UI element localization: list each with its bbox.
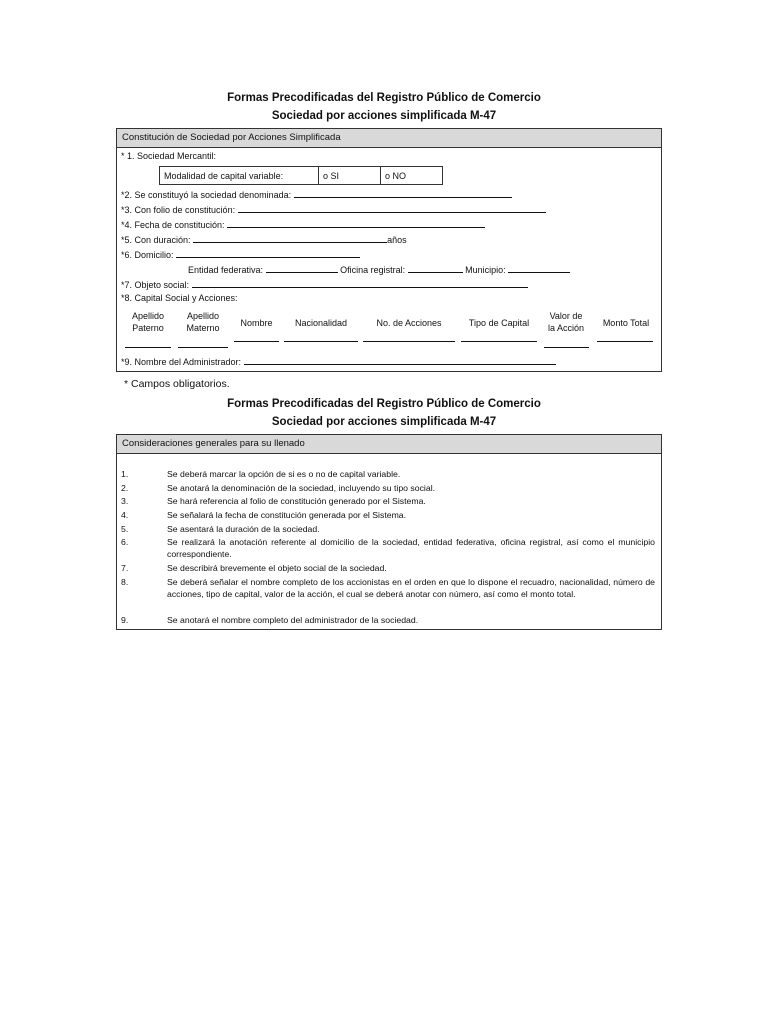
considerations-box: Consideraciones generales para su llenado 1. Se deberá marcar la opción de si es o no de capital variable. 2. Se anotará la denominación de la sociedad, incluyendo su tipo social. 3. Se hará referencia al folio de constitución generado por el Sistema. 4. Se señalará la fecha de constitución generada por el Sistema. 5. Se asentará la duración de la sociedad. 6. Se realizará la anotación referente al domicilio de la sociedad, entidad federativa, oficina registral, así como el municipio correspondiente. 7. Se describirá brevemente el objeto social de la sociedad. 8. Se deberá señalar el nombre completo de los accionistas en el orden en que lo dispone el recuadro, nacionalidad, número de acciones, tipo de capital, valor de la acción, el cual se deberá anotar con número, así como el monto total. 9. Se anotará el nombre completo del administrador de la sociedad.: [116, 434, 662, 630]
col-tipo-capital-line[interactable]: [461, 341, 537, 342]
constitution-form-box: [116, 128, 662, 372]
capital-variable-label: Modalidad de capital variable:: [160, 167, 319, 185]
field-3-input-line[interactable]: [238, 203, 546, 213]
constitution-form-header: Constitución de Sociedad por Acciones Simplificada: [117, 129, 661, 148]
col-valor-accion: Valor de la Acción: [547, 311, 585, 333]
field-5-unit: años: [387, 235, 407, 245]
col-no-acciones: No. de Acciones: [376, 318, 442, 328]
field-2: [121, 188, 512, 201]
field-6-label: *6. Domicilio:: [121, 250, 174, 260]
capital-variable-table: [159, 166, 443, 185]
entidad-input-line[interactable]: [266, 263, 338, 273]
col-apellido-materno: Apellido Materno: [186, 311, 220, 333]
field-7-label: *7. Objeto social:: [121, 280, 190, 290]
col-apellido-paterno-line[interactable]: [125, 347, 171, 348]
form2-title: Formas Precodificadas del Registro Público de Comercio: [227, 398, 541, 410]
required-fields-note: * Campos obligatorios.: [124, 378, 230, 390]
col-monto-total-line[interactable]: [597, 341, 653, 342]
col-nacionalidad: Nacionalidad: [294, 318, 348, 328]
field-2-input-line[interactable]: [294, 188, 512, 198]
considerations-header: Consideraciones generales para su llenado: [117, 435, 661, 454]
entidad-label: Entidad federativa:: [188, 265, 264, 275]
field-7-input-line[interactable]: [192, 278, 528, 288]
field-6: [121, 248, 360, 261]
form-title: Formas Precodificadas del Registro Público de Comercio: [227, 92, 541, 104]
field-9-label: *9. Nombre del Administrador:: [121, 357, 242, 367]
col-no-acciones-line[interactable]: [363, 341, 455, 342]
field-3: [121, 203, 546, 216]
col-nombre: Nombre: [240, 318, 273, 328]
col-tipo-capital: Tipo de Capital: [468, 318, 530, 328]
col-nacionalidad-line[interactable]: [284, 341, 358, 342]
field-7: [121, 278, 528, 291]
field-4-input-line[interactable]: [227, 218, 485, 228]
col-nombre-line[interactable]: [234, 341, 279, 342]
field-4: [121, 218, 485, 231]
field-9: [121, 355, 556, 368]
option-si[interactable]: o SI: [319, 167, 381, 185]
field-3-label: *3. Con folio de constitución:: [121, 205, 236, 215]
col-monto-total: Monto Total: [602, 318, 650, 328]
field-1-label: * 1. Sociedad Mercantil:: [121, 151, 217, 161]
field-9-input-line[interactable]: [244, 355, 556, 365]
field-2-label: *2. Se constituyó la sociedad denominada:: [121, 190, 292, 200]
col-valor-accion-line[interactable]: [544, 347, 589, 348]
oficina-label: Oficina registral:: [340, 265, 406, 275]
oficina-input-line[interactable]: [408, 263, 463, 273]
col-apellido-paterno: Apellido Paterno: [131, 311, 165, 333]
field-5-input-line[interactable]: [193, 233, 387, 243]
field-8-label: *8. Capital Social y Acciones:: [121, 293, 238, 303]
municipio-input-line[interactable]: [508, 263, 570, 273]
address-details: [188, 263, 570, 276]
option-no[interactable]: o NO: [381, 167, 443, 185]
field-5-label: *5. Con duración:: [121, 235, 191, 245]
col-apellido-materno-line[interactable]: [178, 347, 228, 348]
field-4-label: *4. Fecha de constitución:: [121, 220, 225, 230]
form-subtitle: Sociedad por acciones simplificada M-47: [271, 110, 497, 122]
field-6-input-line[interactable]: [176, 248, 360, 258]
form2-subtitle: Sociedad por acciones simplificada M-47: [271, 416, 497, 428]
field-5: [121, 233, 407, 246]
municipio-label: Municipio:: [465, 265, 506, 275]
